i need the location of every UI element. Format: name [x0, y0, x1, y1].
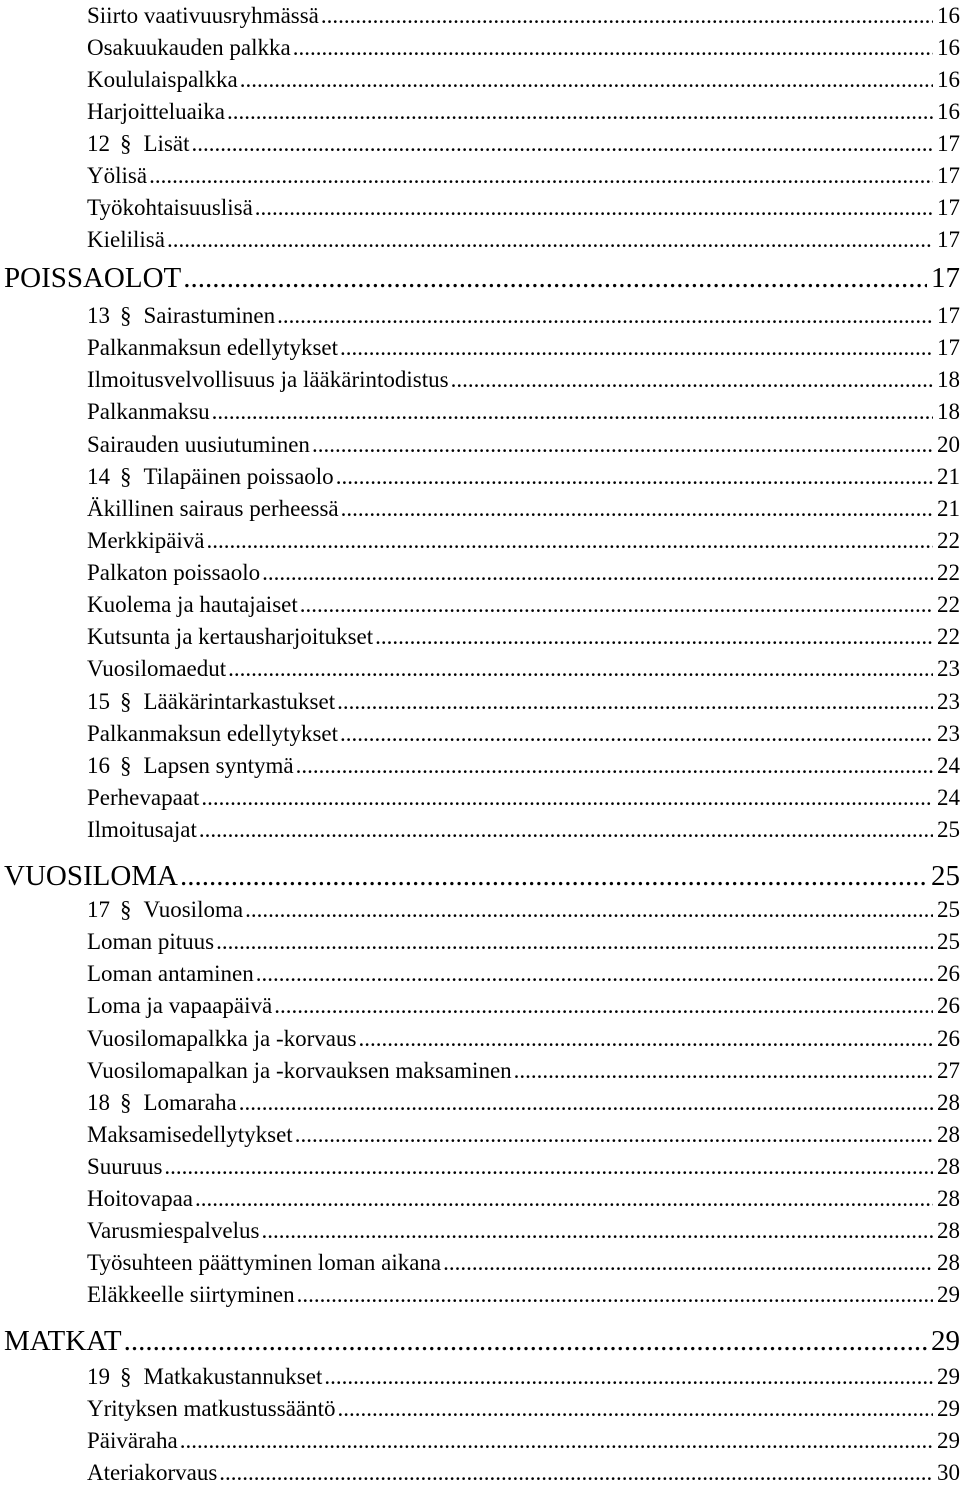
toc-entry[interactable]	[87, 621, 960, 653]
toc-title: Perhevapaat	[87, 785, 200, 810]
page-number: 25	[931, 860, 960, 892]
toc-entry[interactable]	[87, 128, 960, 160]
dot-leader	[201, 782, 933, 814]
page-number: 30	[937, 1460, 960, 1485]
toc-entry[interactable]	[87, 493, 960, 525]
dot-leader	[149, 160, 933, 192]
toc-title: Palkanmaksun edellytykset	[87, 335, 339, 360]
toc-title: Sairauden uusiutuminen	[87, 432, 310, 457]
toc-title: POISSAOLOT	[4, 262, 182, 294]
page-number: 16	[937, 99, 960, 124]
dot-leader	[443, 1247, 933, 1279]
toc-title: Kutsunta ja kertausharjoitukset	[87, 624, 374, 649]
section-number: 17	[87, 897, 110, 922]
dot-leader	[228, 653, 933, 685]
dot-leader	[295, 1119, 933, 1151]
toc-entry[interactable]	[87, 1055, 960, 1087]
toc-entry[interactable]	[87, 461, 960, 493]
page-number: 17	[937, 163, 960, 188]
page-number: 18	[937, 367, 960, 392]
toc-entry[interactable]	[87, 300, 960, 332]
toc-title: Maksamisedellytykset	[87, 1122, 293, 1147]
toc-entry[interactable]	[87, 192, 960, 224]
page-number: 23	[937, 656, 960, 681]
page-number: 20	[937, 432, 960, 457]
dot-leader	[261, 1215, 933, 1247]
page-number: 23	[937, 689, 960, 714]
dot-leader	[164, 1151, 933, 1183]
toc-title: Yrityksen matkustussääntö	[87, 1396, 336, 1421]
toc-entry[interactable]	[87, 0, 960, 32]
toc-entry[interactable]	[87, 589, 960, 621]
toc-title: Lääkärintarkastukset	[143, 689, 336, 714]
toc-title: Harjoitteluaika	[87, 99, 225, 124]
section-sign: §	[120, 131, 132, 156]
toc-title: Varusmiespalvelus	[87, 1218, 260, 1243]
dot-leader	[293, 32, 933, 64]
toc-title: Työsuhteen päättyminen loman aikana	[87, 1250, 442, 1275]
toc-title: Siirto vaativuusryhmässä	[87, 3, 319, 28]
dot-leader	[240, 64, 933, 96]
toc-entry[interactable]	[87, 1247, 960, 1279]
section-sign: §	[120, 464, 132, 489]
dot-leader	[167, 224, 933, 256]
section-number: 14	[87, 464, 110, 489]
page-number: 18	[937, 399, 960, 424]
page-number: 29	[937, 1282, 960, 1307]
toc-title: Vuosilomaedut	[87, 656, 227, 681]
page-number: 22	[937, 560, 960, 585]
toc-entry[interactable]	[87, 1279, 960, 1311]
dot-leader	[277, 300, 933, 332]
toc-title: Merkkipäivä	[87, 528, 205, 553]
section-number: 18	[87, 1090, 110, 1115]
dot-leader	[300, 589, 933, 621]
dot-leader	[124, 1323, 927, 1359]
toc-entry[interactable]	[87, 525, 960, 557]
section-number: 16	[87, 753, 110, 778]
page-number: 28	[937, 1122, 960, 1147]
page-number: 17	[937, 131, 960, 156]
dot-leader	[239, 1087, 933, 1119]
dot-leader	[324, 1361, 933, 1393]
dot-leader	[514, 1055, 933, 1087]
dot-leader	[180, 858, 927, 894]
toc-title: Palkanmaksu	[87, 399, 210, 424]
toc-chapter[interactable]	[4, 260, 960, 296]
toc-title: Kuolema ja hautajaiset	[87, 592, 298, 617]
toc-entry[interactable]	[87, 782, 960, 814]
dot-leader	[255, 192, 933, 224]
toc-title: VUOSILOMA	[4, 860, 178, 892]
toc-title: Loman pituus	[87, 929, 215, 954]
toc-entry[interactable]	[87, 1215, 960, 1247]
page-number: 24	[937, 753, 960, 778]
toc-entry[interactable]	[87, 429, 960, 461]
page-number: 24	[937, 785, 960, 810]
page-number: 26	[937, 961, 960, 986]
section-number: 12	[87, 131, 110, 156]
toc-title: Ateriakorvaus	[87, 1460, 218, 1485]
toc-entry[interactable]	[87, 958, 960, 990]
section-number: 15	[87, 689, 110, 714]
toc-entry[interactable]	[87, 1151, 960, 1183]
page-number: 28	[937, 1186, 960, 1211]
dot-leader	[245, 894, 933, 926]
page-number: 28	[937, 1154, 960, 1179]
toc-title: Loma ja vapaapäivä	[87, 993, 273, 1018]
dot-leader	[212, 396, 933, 428]
toc-entry[interactable]	[87, 686, 960, 718]
toc-entry[interactable]	[87, 64, 960, 96]
page-number: 26	[937, 993, 960, 1018]
page-number: 29	[937, 1364, 960, 1389]
page-number: 21	[937, 496, 960, 521]
toc-title: Hoitovapaa	[87, 1186, 194, 1211]
toc-entry[interactable]	[87, 990, 960, 1022]
dot-leader	[216, 926, 933, 958]
page-number: 17	[937, 227, 960, 252]
toc-entry[interactable]	[87, 332, 960, 364]
section-sign: §	[120, 897, 132, 922]
page-number: 16	[937, 67, 960, 92]
page-number: 22	[937, 528, 960, 553]
toc-entry[interactable]	[87, 894, 960, 926]
page-number: 28	[937, 1090, 960, 1115]
dot-leader	[338, 1393, 934, 1425]
toc-title: Suuruus	[87, 1154, 163, 1179]
dot-leader	[341, 493, 933, 525]
dot-leader	[192, 128, 934, 160]
toc-title: Lapsen syntymä	[143, 753, 294, 778]
toc-entry[interactable]	[87, 364, 960, 396]
page-number: 16	[937, 35, 960, 60]
toc-entry[interactable]	[87, 1119, 960, 1151]
page-number: 21	[937, 464, 960, 489]
page-number: 17	[937, 195, 960, 220]
dot-leader	[340, 718, 933, 750]
toc-entry[interactable]	[87, 32, 960, 64]
page-number: 23	[937, 721, 960, 746]
page-number: 28	[937, 1250, 960, 1275]
section-number: 13	[87, 303, 110, 328]
dot-leader	[183, 260, 927, 296]
toc-title: Äkillinen sairaus perheessä	[87, 496, 339, 521]
dot-leader	[451, 364, 933, 396]
toc-title: Ilmoitusvelvollisuus ja lääkärintodistus	[87, 367, 449, 392]
toc-title: Yölisä	[87, 163, 148, 188]
toc-title: Osakuukauden palkka	[87, 35, 291, 60]
toc-title: Loman antaminen	[87, 961, 254, 986]
toc-entry[interactable]	[87, 814, 960, 846]
dot-leader	[337, 686, 933, 718]
section-sign: §	[120, 689, 132, 714]
page-number: 17	[937, 303, 960, 328]
toc-title: Kielilisä	[87, 227, 165, 252]
page-number: 17	[937, 335, 960, 360]
toc-chapter[interactable]	[4, 858, 960, 894]
page-number: 25	[937, 817, 960, 842]
toc-title: Tilapäinen poissaolo	[143, 464, 334, 489]
dot-leader	[336, 461, 933, 493]
dot-leader	[297, 1279, 933, 1311]
toc-entry[interactable]	[87, 750, 960, 782]
page-number: 22	[937, 624, 960, 649]
toc-title: Matkakustannukset	[143, 1364, 323, 1389]
toc-title: Sairastuminen	[143, 303, 276, 328]
page-number: 29	[937, 1396, 960, 1421]
toc-title: Lomaraha	[143, 1090, 237, 1115]
toc-title: Eläkkeelle siirtyminen	[87, 1282, 295, 1307]
dot-leader	[227, 96, 933, 128]
dot-leader	[274, 990, 933, 1022]
dot-leader	[321, 0, 933, 32]
dot-leader	[199, 814, 933, 846]
dot-leader	[296, 750, 933, 782]
page-number: 25	[937, 897, 960, 922]
section-sign: §	[120, 753, 132, 778]
section-sign: §	[120, 303, 132, 328]
dot-leader	[375, 621, 933, 653]
toc-title: Vuosilomapalkka ja -korvaus	[87, 1026, 357, 1051]
toc-title: Palkaton poissaolo	[87, 560, 261, 585]
dot-leader	[340, 332, 933, 364]
toc-title: Koululaispalkka	[87, 67, 238, 92]
toc-entry[interactable]	[87, 1183, 960, 1215]
section-sign: §	[120, 1090, 132, 1115]
section-sign: §	[120, 1364, 132, 1389]
dot-leader	[207, 525, 933, 557]
page-number: 17	[931, 262, 960, 294]
page-number: 25	[937, 929, 960, 954]
page-number: 29	[937, 1428, 960, 1453]
page-number: 27	[937, 1058, 960, 1083]
toc-title: Lisät	[143, 131, 190, 156]
dot-leader	[180, 1425, 933, 1457]
dot-leader	[262, 557, 933, 589]
page-number: 28	[937, 1218, 960, 1243]
toc-entry[interactable]	[87, 1087, 960, 1119]
dot-leader	[219, 1457, 933, 1489]
dot-leader	[358, 1023, 933, 1055]
page-number: 29	[931, 1325, 960, 1357]
page-number: 22	[937, 592, 960, 617]
section-number: 19	[87, 1364, 110, 1389]
toc-entry[interactable]	[87, 160, 960, 192]
toc-entry[interactable]	[87, 396, 960, 428]
page-number: 16	[937, 3, 960, 28]
dot-leader	[195, 1183, 933, 1215]
toc-entry[interactable]	[87, 653, 960, 685]
toc-title: Vuosiloma	[143, 897, 244, 922]
toc-entry[interactable]	[87, 1393, 960, 1425]
toc-entry[interactable]	[87, 1361, 960, 1393]
toc-entry[interactable]	[87, 557, 960, 589]
toc-entry[interactable]	[87, 224, 960, 256]
toc-entry[interactable]	[87, 718, 960, 750]
page-number: 26	[937, 1026, 960, 1051]
toc-entry[interactable]	[87, 1023, 960, 1055]
toc-title: Ilmoitusajat	[87, 817, 197, 842]
toc-entry[interactable]	[87, 926, 960, 958]
dot-leader	[312, 429, 933, 461]
toc-entry[interactable]	[87, 96, 960, 128]
toc-title: Vuosilomapalkan ja -korvauksen maksaminen	[87, 1058, 512, 1083]
toc-title: MATKAT	[4, 1325, 122, 1357]
toc-title: Päiväraha	[87, 1428, 178, 1453]
toc-entry[interactable]	[87, 1425, 960, 1457]
toc-chapter[interactable]	[4, 1323, 960, 1359]
toc-title: Työkohtaisuuslisä	[87, 195, 253, 220]
toc-entry[interactable]	[87, 1457, 960, 1489]
toc-title: Palkanmaksun edellytykset	[87, 721, 339, 746]
dot-leader	[256, 958, 933, 990]
